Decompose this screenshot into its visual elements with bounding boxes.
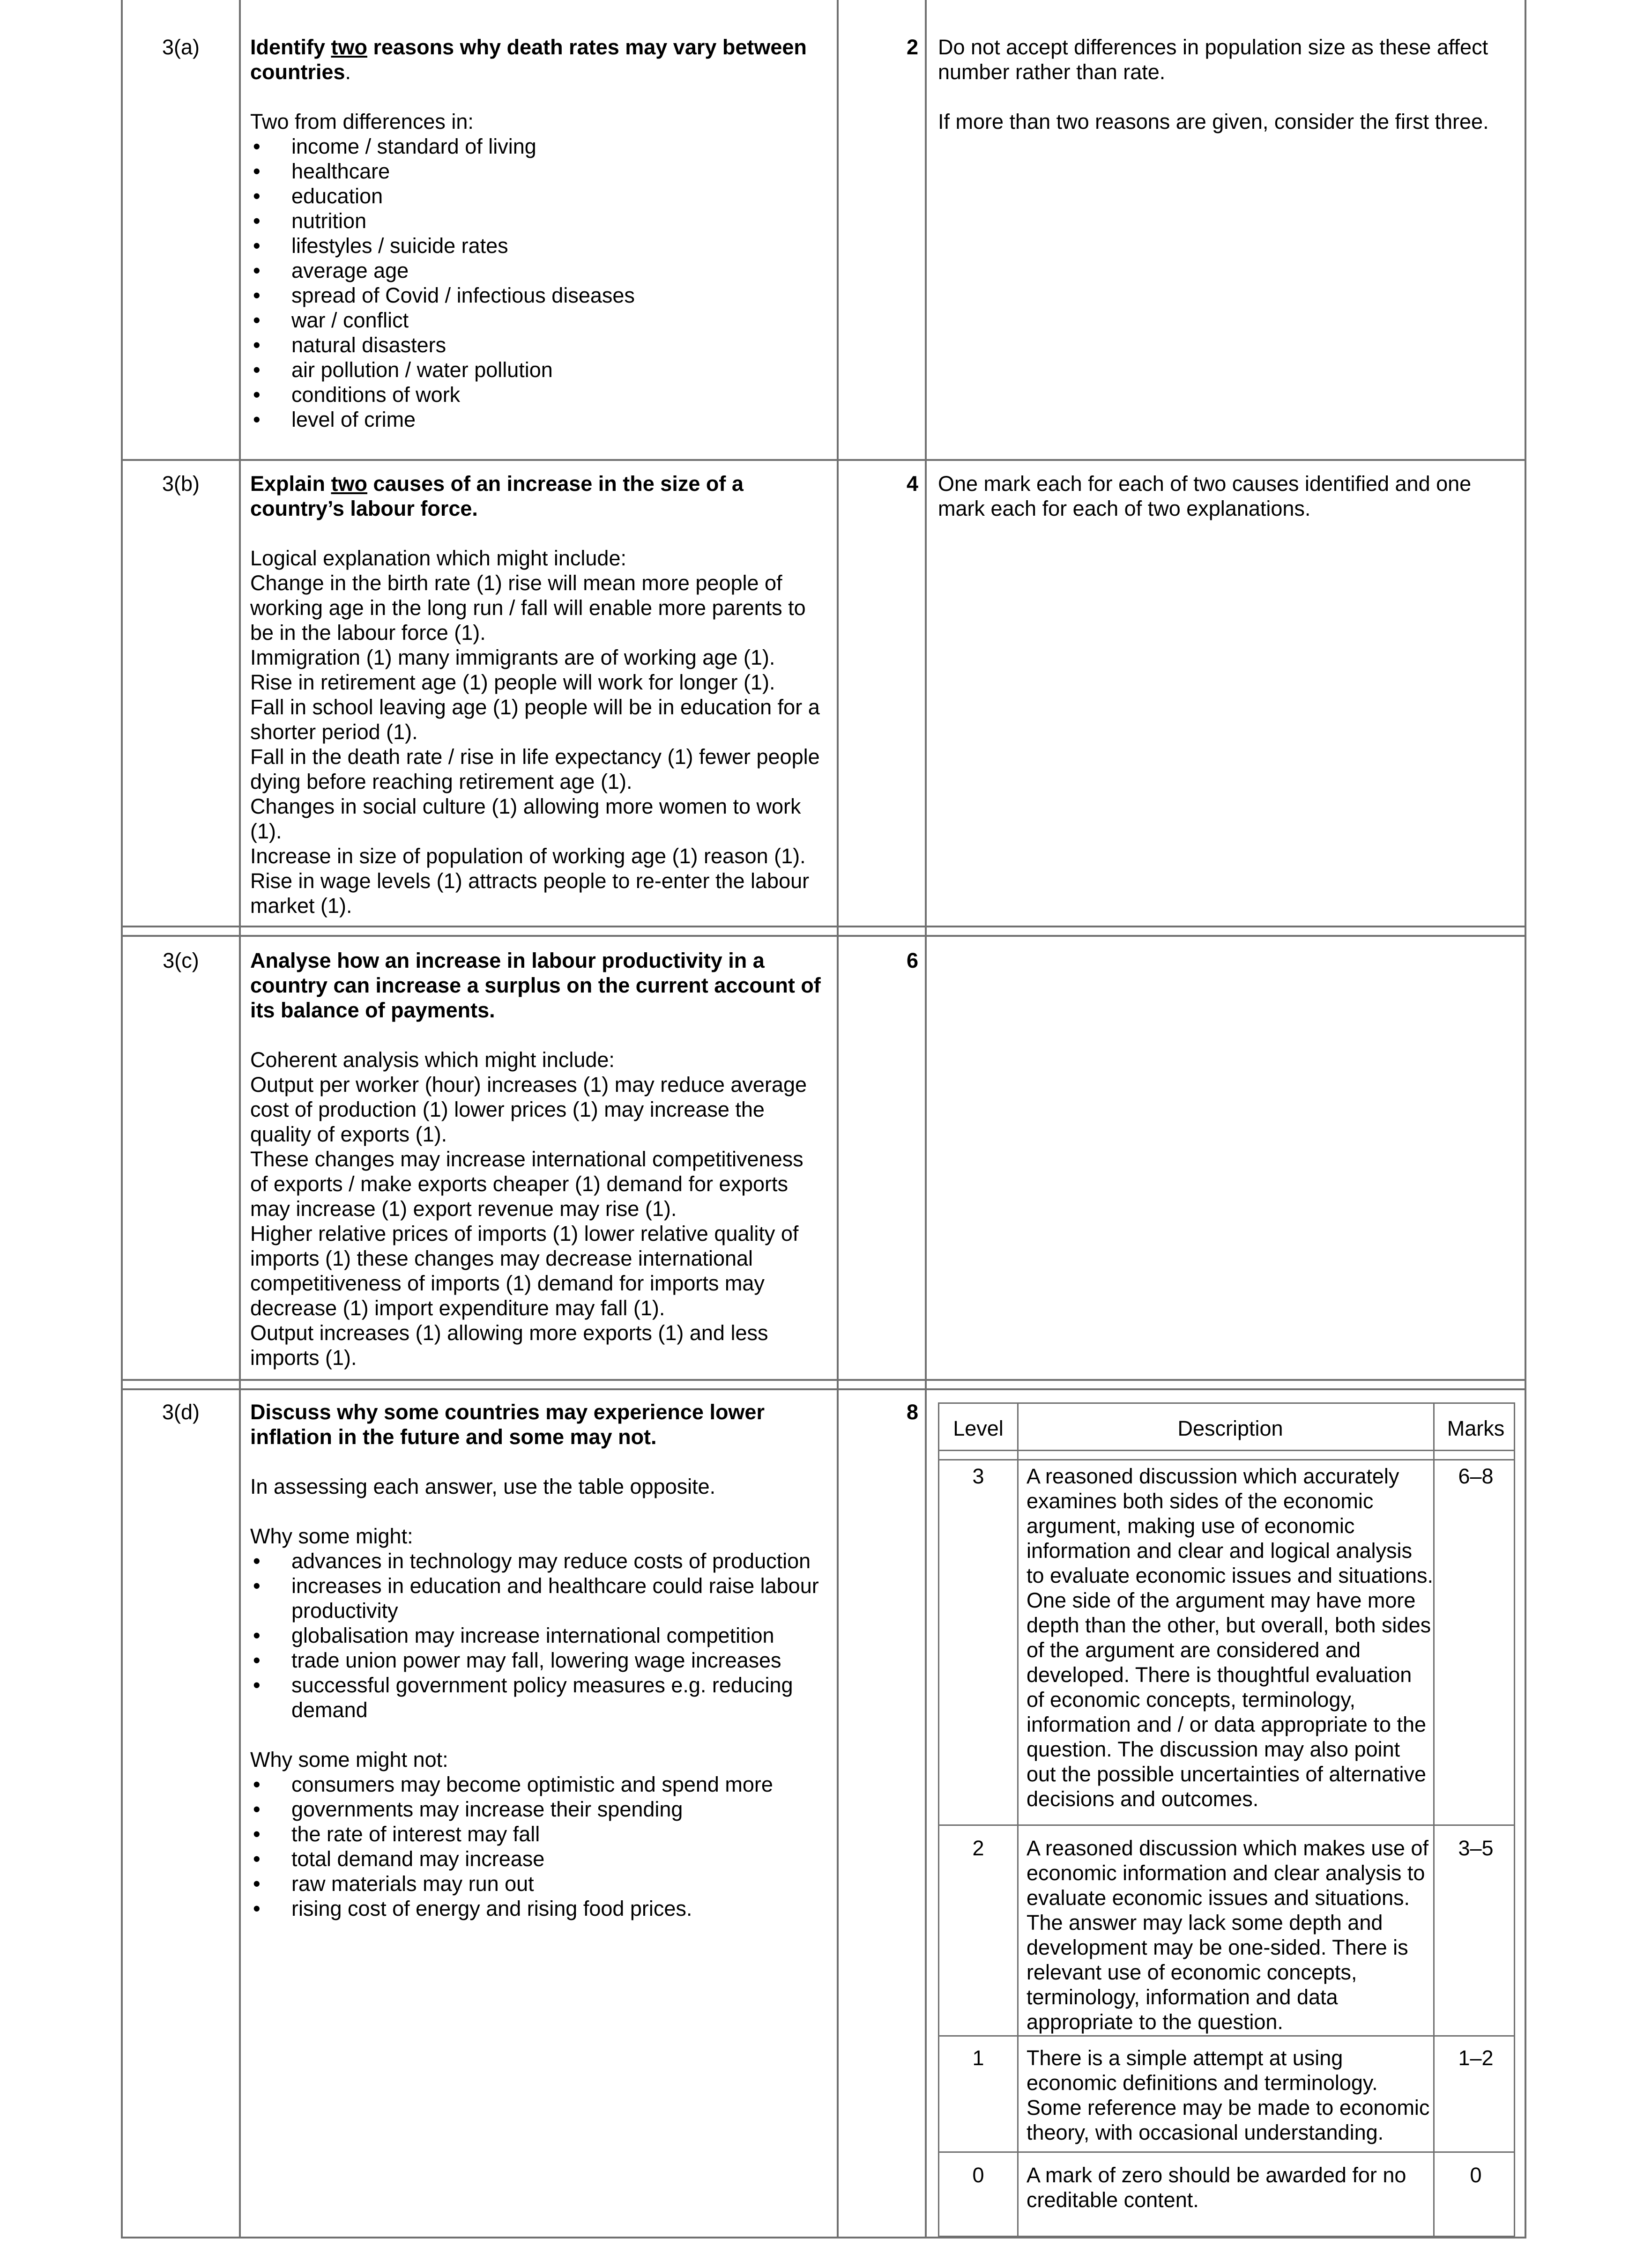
list-item: • level of crime — [250, 407, 826, 432]
answer-line: Fall in school leaving age (1) people will be in education for a shorter period (1). — [250, 695, 820, 744]
col-line-guidance — [925, 0, 927, 2238]
question-number: 3(c) — [163, 949, 199, 972]
question-text: Analyse how an increase in labour productivity in a country can increase a surplus on the current account of its balance of payments. — [250, 949, 821, 1022]
marks-value: 2 — [906, 35, 918, 59]
description-header: Description — [1177, 1416, 1283, 1440]
list-item: • nutrition — [250, 208, 826, 233]
level-description: A mark of zero should be awarded for no creditable content. — [1027, 2163, 1406, 2212]
answer-bullet-list — [250, 134, 826, 432]
row-divider-b-c-double — [121, 935, 1526, 937]
marks-value: 4 — [906, 472, 918, 496]
answer-line: Higher relative prices of imports (1) lower relative quality of imports (1) these changes may decrease international competitiveness of imports (1) demand for imports may decrease (1) import expenditure may fall (1). — [250, 1222, 799, 1320]
answer-line: Immigration (1) many immigrants are of working age (1). — [250, 645, 775, 669]
guidance-text: One mark each for each of two causes identified and one mark each for each of two explanations. — [938, 472, 1472, 520]
answer-intro: Two from differences in: — [250, 110, 474, 133]
list-item: • trade union power may fall, lowering wage increases — [250, 1648, 826, 1673]
guidance-text: Do not accept differences in population size as these affect number rather than rate. — [938, 35, 1488, 84]
guidance-text: If more than two reasons are given, consider the first three. — [938, 110, 1489, 133]
row-divider-a-b — [121, 459, 1526, 461]
list-item: • total demand may increase — [250, 1846, 826, 1871]
answer-line: Change in the birth rate (1) rise will mean more people of working age in the long run / fall will enable more parents to be in the labour force (1). — [250, 571, 806, 645]
marks-value: 8 — [906, 1400, 918, 1424]
list-item: • spread of Covid / infectious diseases — [250, 283, 826, 308]
level-col-line — [1017, 1404, 1019, 2236]
list-item: • the rate of interest may fall — [250, 1822, 826, 1846]
level-row-line — [939, 2035, 1514, 2037]
row-divider-c-d-double — [121, 1388, 1526, 1390]
level-marks: 6–8 — [1458, 1464, 1494, 1488]
question-cell-3a — [250, 35, 826, 432]
list-item: • war / conflict — [250, 308, 826, 333]
row-divider-c-d — [121, 1379, 1526, 1381]
question-text: Identify two reasons why death rates may vary between countries. — [250, 35, 807, 84]
answer-line: Output increases (1) allowing more exports (1) and less imports (1). — [250, 1321, 768, 1370]
might-not-list — [250, 1772, 826, 1921]
answer-intro: Logical explanation which might include: — [250, 546, 626, 570]
level-descriptor-table — [938, 1402, 1515, 2237]
list-item: • education — [250, 184, 826, 208]
question-number: 3(d) — [162, 1400, 200, 1424]
level-row-line — [939, 1459, 1514, 1460]
answer-line: Changes in social culture (1) allowing more women to work (1). — [250, 794, 801, 843]
list-item: • average age — [250, 258, 826, 283]
list-item: • natural disasters — [250, 333, 826, 357]
list-item: • successful government policy measures e.g. reducing demand — [250, 1673, 826, 1722]
assessment-note: In assessing each answer, use the table opposite. — [250, 1475, 716, 1498]
question-text: Discuss why some countries may experience lower inflation in the future and some may not. — [250, 1400, 765, 1449]
question-cell-3d — [250, 1400, 826, 1921]
level-header: Level — [953, 1416, 1004, 1440]
question-cell-3c — [250, 948, 826, 1370]
row-divider-b-c — [121, 926, 1526, 927]
list-item: • increases in education and healthcare could raise labour productivity — [250, 1573, 826, 1623]
list-item: • lifestyles / suicide rates — [250, 233, 826, 258]
level-description: A reasoned discussion which makes use of economic information and clear analysis to evaluate economic issues and situations. The answer may lack some depth and development may be one-sided. There is relevant use of economic concepts, terminology, information and data appropriate to the question. — [1027, 1836, 1428, 2034]
level-marks: 1–2 — [1458, 2046, 1494, 2070]
might-heading: Why some might: — [250, 1524, 413, 1548]
list-item: • consumers may become optimistic and spend more — [250, 1772, 826, 1797]
level-marks: 3–5 — [1458, 1836, 1494, 1860]
list-item: • governments may increase their spending — [250, 1797, 826, 1822]
question-cell-3b — [250, 471, 826, 918]
col-line-right — [1525, 0, 1526, 2238]
level-marks: 0 — [1470, 2163, 1482, 2187]
level-row-line — [939, 1450, 1514, 1451]
question-text: Explain two causes of an increase in the size of a country’s labour force. — [250, 472, 744, 520]
list-item: • advances in technology may reduce costs of production — [250, 1549, 826, 1573]
might-not-heading: Why some might not: — [250, 1748, 448, 1771]
level-value: 1 — [972, 2046, 984, 2070]
list-item: • raw materials may run out — [250, 1871, 826, 1896]
guidance-cell-3b — [938, 471, 1519, 521]
answer-line: Rise in retirement age (1) people will work for longer (1). — [250, 670, 775, 694]
marks-value: 6 — [906, 949, 918, 972]
marks-header: Marks — [1447, 1416, 1505, 1440]
level-row-line — [939, 2151, 1514, 2153]
level-value: 2 — [972, 1836, 984, 1860]
answer-line: These changes may increase international competitiveness of exports / make exports cheaper (1) demand for exports may increase (1) export revenue may rise (1). — [250, 1147, 803, 1221]
list-item: • income / standard of living — [250, 134, 826, 159]
level-value: 0 — [972, 2163, 984, 2187]
guidance-cell-3a — [938, 35, 1519, 134]
answer-line: Fall in the death rate / rise in life expectancy (1) fewer people dying before reaching retirement age (1). — [250, 745, 820, 793]
answer-line: Increase in size of population of working age (1) reason (1). — [250, 844, 806, 868]
list-item: • healthcare — [250, 159, 826, 184]
level-description: There is a simple attempt at using economic definitions and terminology. Some reference may be made to economic theory, with occasional understanding. — [1027, 2046, 1430, 2144]
list-item: • globalisation may increase international competition — [250, 1623, 826, 1648]
level-row-line — [939, 1824, 1514, 1826]
col-line-marks — [837, 0, 839, 2238]
list-item: • air pollution / water pollution — [250, 357, 826, 382]
answer-line: Rise in wage levels (1) attracts people to re-enter the labour market (1). — [250, 869, 810, 918]
might-list — [250, 1549, 826, 1722]
answer-intro: Coherent analysis which might include: — [250, 1048, 615, 1072]
col-line-left — [121, 0, 123, 2238]
list-item: • conditions of work — [250, 382, 826, 407]
question-number: 3(a) — [162, 35, 200, 59]
list-item: • rising cost of energy and rising food prices. — [250, 1896, 826, 1921]
level-value: 3 — [972, 1464, 984, 1488]
question-number: 3(b) — [162, 472, 200, 496]
col-line-question — [239, 0, 241, 2238]
level-description: A reasoned discussion which accurately examines both sides of the economic argument, making use of economic information and clear and logical analysis to evaluate economic issues and situations. One side of the argument may have more depth than the other, but overall, both sides of the argument are considered and developed. There is thoughtful evaluation of economic concepts, terminology, information and / or data appropriate to the question. The discussion may also point out the possible uncertainties of alternative decisions and outcomes. — [1027, 1464, 1434, 1811]
answer-line: Output per worker (hour) increases (1) may reduce average cost of production (1) lower prices (1) may increase the quality of exports (1). — [250, 1073, 807, 1146]
